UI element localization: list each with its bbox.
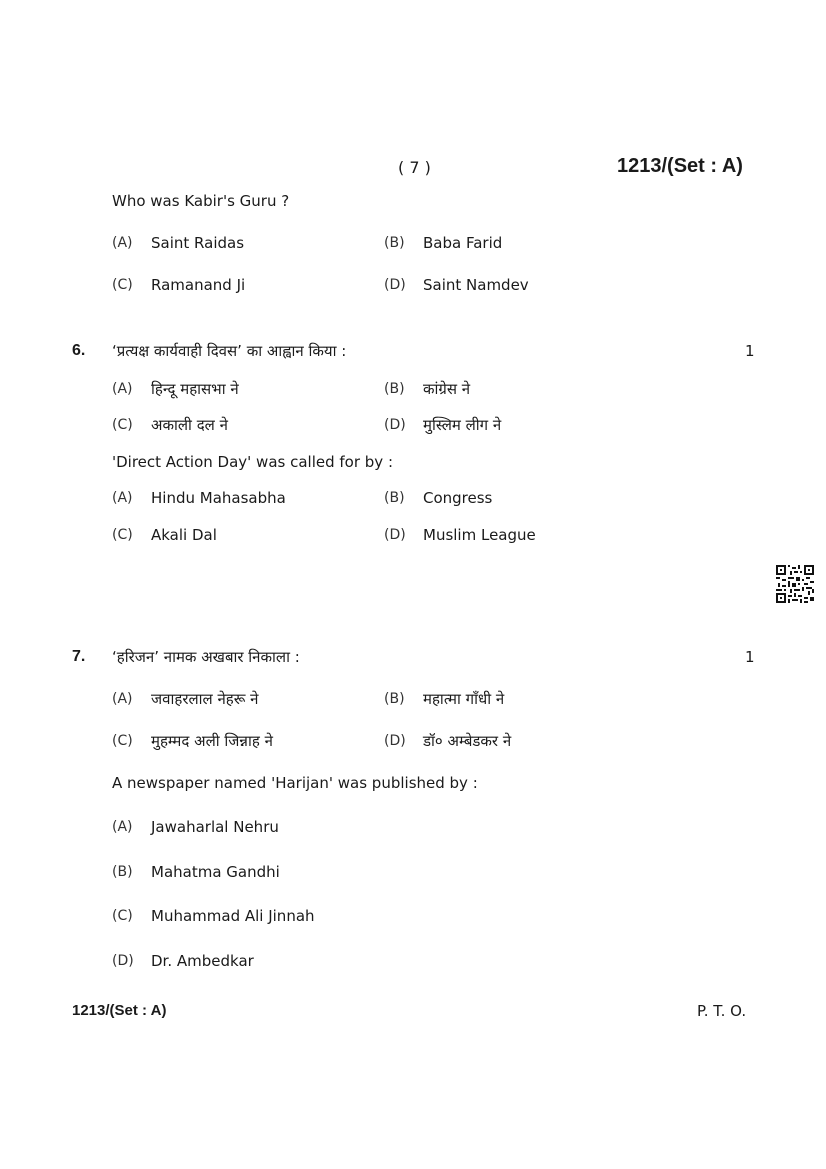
q6-hindi-option-a-text: हिन्दू महासभा ने	[151, 380, 239, 398]
q6-option-a-text: Hindu Mahasabha	[151, 489, 286, 507]
q7-option-d-label: (D)	[112, 953, 134, 969]
q6-hindi-option-d-text: मुस्लिम लीग ने	[423, 416, 502, 434]
q7-hindi-option-a-label: (A)	[112, 691, 133, 707]
q6-option-a-label: (A)	[112, 490, 133, 506]
q6-hindi-option-a-label: (A)	[112, 381, 133, 397]
q5-option-a-label: (A)	[112, 235, 133, 251]
q6-number: 6.	[72, 342, 86, 359]
q7-hindi-text: ‘हरिजन’ नामक अखबार निकाला :	[112, 648, 300, 666]
q7-option-c-label: (C)	[112, 908, 133, 924]
q6-option-c-text: Akali Dal	[151, 526, 217, 544]
q6-marks: 1	[745, 342, 755, 360]
q7-hindi-option-c-text: मुहम्मद अली जिन्नाह ने	[151, 732, 273, 750]
q6-option-b-text: Congress	[423, 489, 493, 507]
q5-option-d-text: Saint Namdev	[423, 276, 529, 294]
q6-option-b-label: (B)	[384, 490, 405, 506]
q7-hindi-option-d-text: डॉ० अम्बेडकर ने	[423, 732, 512, 750]
q6-english-text: 'Direct Action Day' was called for by :	[112, 453, 394, 471]
q7-english-text: A newspaper named 'Harijan' was published by :	[112, 774, 478, 792]
q7-option-d-text: Dr. Ambedkar	[151, 952, 254, 970]
paper-code-header: 1213/(Set : A)	[617, 155, 743, 177]
q7-number: 7.	[72, 648, 86, 665]
qr-code-icon	[776, 565, 814, 603]
q6-hindi-text: ‘प्रत्यक्ष कार्यवाही दिवस’ का आह्वान किया :	[112, 342, 347, 360]
q6-hindi-option-c-text: अकाली दल ने	[151, 416, 228, 434]
q7-hindi-option-b-text: महात्मा गाँधी ने	[423, 690, 505, 708]
q6-hindi-option-b-text: कांग्रेस ने	[423, 380, 471, 398]
q6-hindi-option-b-label: (B)	[384, 381, 405, 397]
q7-hindi-option-d-label: (D)	[384, 733, 406, 749]
pto-label: P. T. O.	[697, 1002, 747, 1020]
q7-option-c-text: Muhammad Ali Jinnah	[151, 907, 315, 925]
q7-marks: 1	[745, 648, 755, 666]
q6-option-c-label: (C)	[112, 527, 133, 543]
q7-option-a-text: Jawaharlal Nehru	[151, 818, 279, 836]
page-number: ( 7 )	[398, 158, 431, 177]
paper-code-footer: 1213/(Set : A)	[72, 1002, 167, 1019]
q7-option-b-label: (B)	[112, 864, 133, 880]
q5-option-a-text: Saint Raidas	[151, 234, 245, 252]
q5-option-d-label: (D)	[384, 277, 406, 293]
q5-english-text: Who was Kabir's Guru ?	[112, 192, 290, 210]
q7-hindi-option-c-label: (C)	[112, 733, 133, 749]
q6-option-d-label: (D)	[384, 527, 406, 543]
q6-hindi-option-d-label: (D)	[384, 417, 406, 433]
q5-option-b-label: (B)	[384, 235, 405, 251]
q5-option-c-text: Ramanand Ji	[151, 276, 246, 294]
q7-option-b-text: Mahatma Gandhi	[151, 863, 280, 881]
q7-hindi-option-b-label: (B)	[384, 691, 405, 707]
q6-option-d-text: Muslim League	[423, 526, 536, 544]
q7-hindi-option-a-text: जवाहरलाल नेहरू ने	[151, 690, 259, 708]
q5-option-b-text: Baba Farid	[423, 234, 503, 252]
q7-option-a-label: (A)	[112, 819, 133, 835]
q5-option-c-label: (C)	[112, 277, 133, 293]
q6-hindi-option-c-label: (C)	[112, 417, 133, 433]
